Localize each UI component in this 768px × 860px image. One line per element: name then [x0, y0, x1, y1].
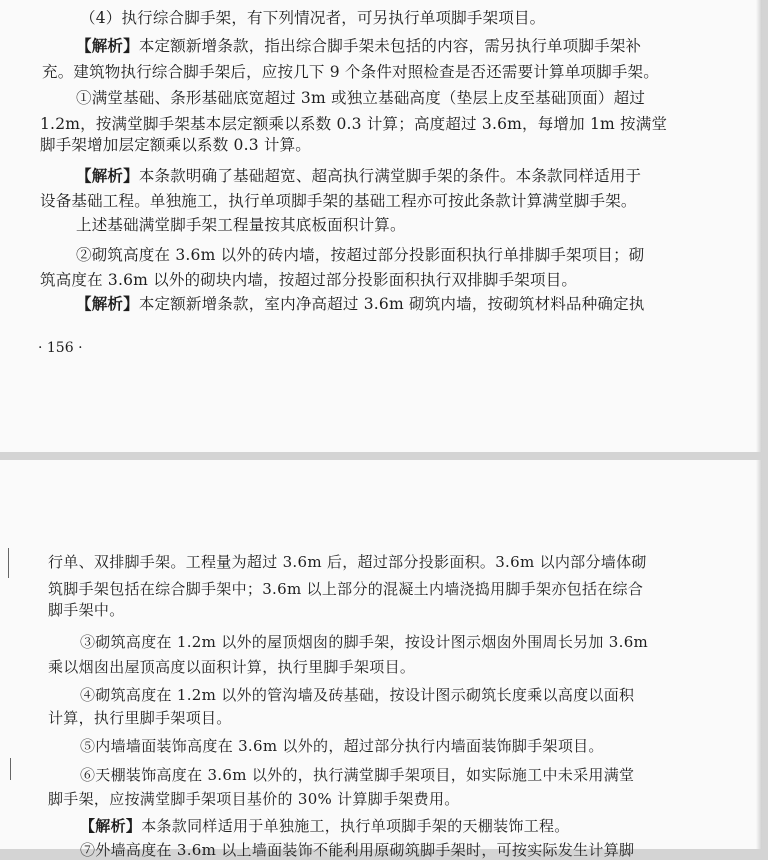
analysis-text: 本定额新增条款，室内净高超过 3.6m 砌筑内墙，按砌筑材料品种确定执	[138, 295, 645, 313]
text-line: 设备基础工程。单独施工，执行单项脚手架的基础工程亦可按此条款计算满堂脚手架。	[40, 192, 637, 210]
analysis-paragraph-3	[76, 294, 645, 314]
analysis-paragraph-4	[80, 816, 570, 836]
page-edge-shadow	[756, 460, 762, 849]
page-number: · 156 ·	[38, 340, 83, 356]
text-line: 脚手架中。	[48, 601, 125, 619]
text-line: 行单、双排脚手架。工程量为超过 3.6m 后，超过部分投影面积。3.6m 以内部分墙体砌	[48, 553, 647, 571]
scan-mark	[10, 758, 11, 780]
analysis-text: 本条款同样适用于单独施工，执行单项脚手架的天棚装饰工程。	[141, 817, 570, 835]
text-line: 计算，执行里脚手架项目。	[48, 709, 232, 727]
condition-4-line: ④砌筑高度在 1.2m 以外的管沟墙及砖基础，按设计图示砌筑长度乘以高度以面积	[80, 686, 635, 704]
condition-3-line: ③砌筑高度在 1.2m 以外的屋顶烟囱的脚手架，按设计图示烟囱外围周长另加 3.6m	[80, 633, 649, 651]
condition-5-line: ⑤内墙墙面装饰高度在 3.6m 以外的，超过部分执行内墙面装饰脚手架项目。	[80, 737, 604, 755]
text-line: 乘以烟囱出屋顶高度以面积计算，执行里脚手架项目。	[48, 658, 416, 676]
text-line: 1.2m，按满堂脚手架基本层定额乘以系数 0.3 计算；高度超过 3.6m，每增加 1m 按满堂	[40, 115, 668, 133]
condition-7-line: ⑦外墙高度在 3.6m 以上墙面装饰不能利用原砌筑脚手架时，可按实际发生计算脚	[80, 841, 635, 859]
analysis-text: 本定额新增条款，指出综合脚手架未包括的内容，需另执行单项脚手架补	[138, 37, 642, 55]
analysis-paragraph-1	[76, 36, 641, 56]
text-line: 筑高度在 3.6m 以外的砌块内墙，按超过部分投影面积执行双排脚手架项目。	[40, 271, 578, 289]
text-line: 筑脚手架包括在综合脚手架中；3.6m 以上部分的混凝土内墙浇捣用脚手架亦包括在综合	[48, 580, 644, 598]
scan-mark	[8, 548, 9, 578]
analysis-label: 【解析】	[76, 37, 139, 55]
text-line: 上述基础满堂脚手架工程量按其底板面积计算。	[76, 216, 406, 234]
condition-6-line: ⑥天棚装饰高度在 3.6m 以外的，执行满堂脚手架项目，如实际施工中未采用满堂	[80, 766, 635, 784]
text-line: 充。建筑物执行综合脚手架后，应按几下 9 个条件对照检查是否还需要计算单项脚手架。	[42, 63, 659, 81]
analysis-text: 本条款明确了基础超宽、超高执行满堂脚手架的条件。本条款同样适用于	[138, 167, 642, 185]
page-157	[0, 460, 762, 859]
text-line: 脚手架，应按满堂脚手架项目基价的 30% 计算脚手架费用。	[48, 790, 460, 808]
condition-1-line: ①满堂基础、条形基础底宽超过 3m 或独立基础高度（垫层上皮至基础顶面）超过	[76, 89, 646, 107]
page-edge-shadow	[756, 0, 762, 452]
item-4-heading: （4）执行综合脚手架，有下列情况者，可另执行单项脚手架项目。	[80, 9, 546, 27]
analysis-label: 【解析】	[76, 167, 139, 185]
analysis-label: 【解析】	[76, 295, 139, 313]
analysis-label: 【解析】	[80, 817, 142, 835]
analysis-paragraph-2	[76, 166, 641, 186]
condition-2-line: ②砌筑高度在 3.6m 以外的砖内墙，按超过部分投影面积执行单排脚手架项目；砌	[76, 246, 645, 264]
text-line: 脚手架增加层定额乘以系数 0.3 计算。	[40, 136, 312, 154]
